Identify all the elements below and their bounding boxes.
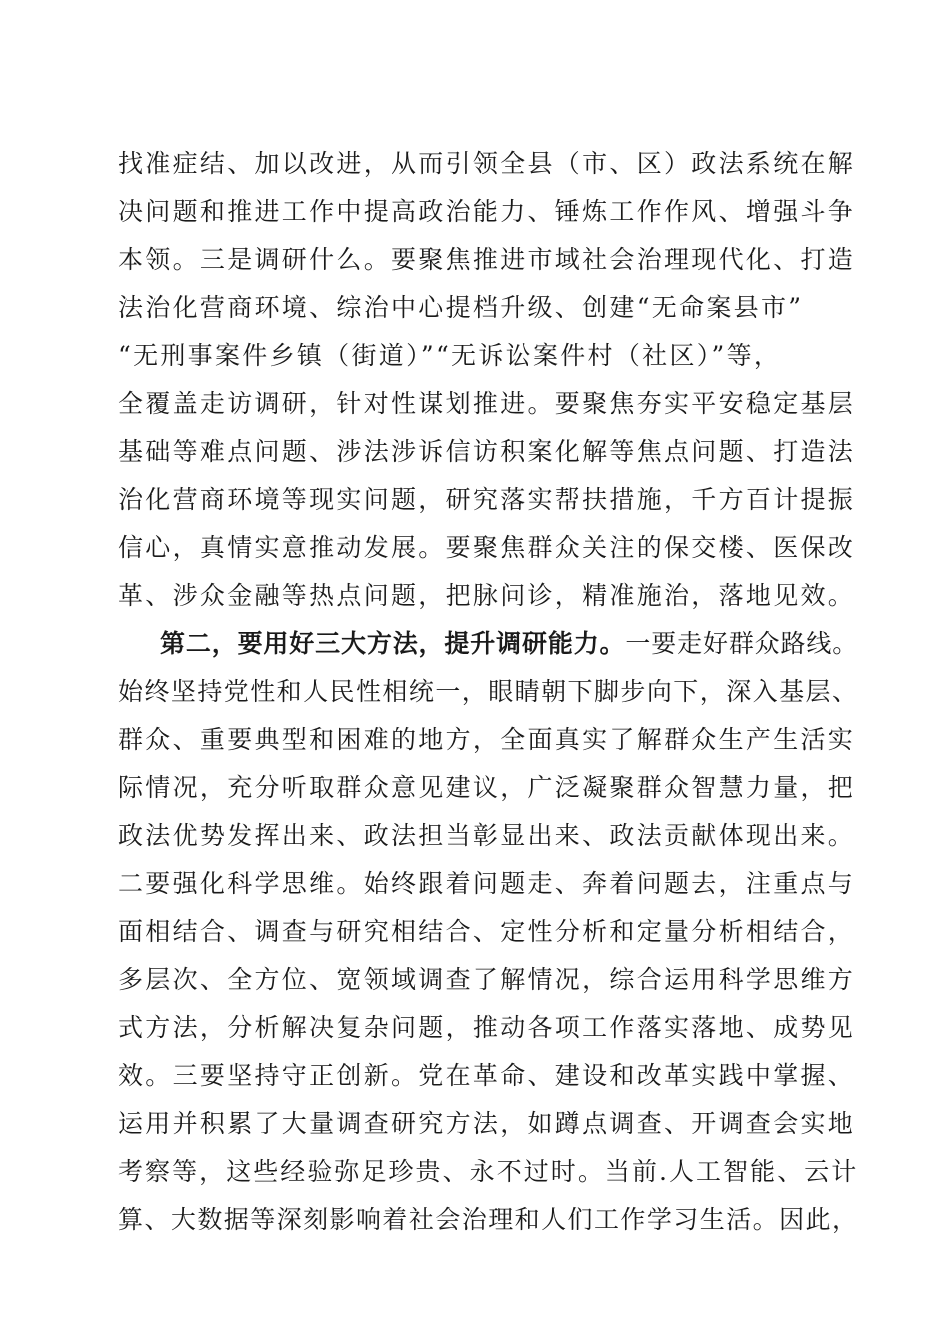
text-line: 际情况，充分听取群众意见建议，广泛凝聚群众智慧力量，把 bbox=[118, 773, 856, 802]
text-line: 革、涉众金融等热点问题，把脉问诊，精准施治，落地见效。 bbox=[118, 581, 856, 610]
text-line: 政法优势发挥出来、政法担当彰显出来、政法贡献体现出来。 bbox=[118, 821, 856, 850]
text-line: 治化营商环境等现实问题，研究落实帮扶措施，千方百计提振 bbox=[118, 485, 856, 514]
text-line: 群众、重要典型和困难的地方，全面真实了解群众生产生活实 bbox=[118, 725, 856, 754]
heading-continuation: 一要走好群众路线。 bbox=[625, 629, 859, 658]
text-line: 本领。三是调研什么。要聚焦推进市域社会治理现代化、打造 bbox=[118, 245, 856, 274]
text-line: 算、大数据等深刻影响着社会治理和人们工作学习生活。因此， bbox=[118, 1205, 859, 1234]
text-line: 考察等，这些经验弥足珍贵、永不过时。当前.人工智能、云计 bbox=[118, 1157, 859, 1186]
text-line: 信心，真情实意推动发展。要聚焦群众关注的保交楼、医保改 bbox=[118, 533, 856, 562]
text-line: 找准症结、加以改进，从而引领全县（市、区）政法系统在解 bbox=[118, 149, 856, 178]
text-line: “无刑事案件乡镇（街道）”“无诉讼案件村（社区）”等， bbox=[118, 341, 782, 370]
section-heading: 第二，要用好三大方法，提升调研能力。 bbox=[160, 629, 626, 658]
text-line: 多层次、全方位、宽领域调查了解情况，综合运用科学思维方 bbox=[118, 965, 856, 994]
paragraph-heading-line bbox=[118, 620, 858, 668]
body-text bbox=[118, 140, 858, 1244]
text-line: 全覆盖走访调研，针对性谋划推进。要聚焦夯实平安稳定基层 bbox=[118, 389, 856, 418]
text-line: 效。三要坚持守正创新。党在革命、建设和改革实践中掌握、 bbox=[118, 1061, 856, 1090]
text-line: 基础等难点问题、涉法涉诉信访积案化解等焦点问题、打造法 bbox=[118, 437, 856, 466]
text-line: 法治化营商环境、综治中心提档升级、创建“无命案县市” bbox=[118, 293, 804, 322]
text-line: 二要强化科学思维。始终跟着问题走、奔着问题去，注重点与 bbox=[118, 869, 856, 898]
text-line: 面相结合、调查与研究相结合、定性分析和定量分析相结合， bbox=[118, 917, 856, 946]
text-line: 决问题和推进工作中提高政治能力、锤炼工作作风、增强斗争 bbox=[118, 197, 856, 226]
text-line: 式方法，分析解决复杂问题，推动各项工作落实落地、成势见 bbox=[118, 1013, 856, 1042]
text-line: 运用并积累了大量调查研究方法，如蹲点调查、开调查会实地 bbox=[118, 1109, 856, 1138]
text-line: 始终坚持党性和人民性相统一，眼睛朝下脚步向下，深入基层、 bbox=[118, 677, 859, 706]
